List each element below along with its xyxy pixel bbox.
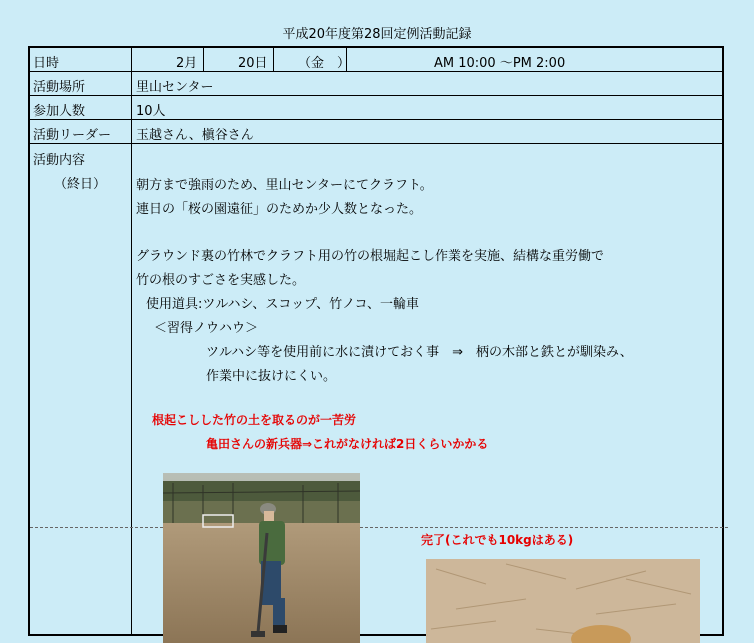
page-title: 平成20年度第28回定例活動記録 <box>282 27 472 42</box>
content-line: ＜習得ノウハウ＞ <box>154 321 259 336</box>
participants-value: 10人 <box>136 104 166 119</box>
content-line: 竹の根のすごさを実感した。 <box>136 273 306 288</box>
row-date <box>30 48 722 72</box>
content-line: 朝方まで強雨のため、里山センターにてクラフト。 <box>136 178 433 193</box>
date-time: AM 10:00 ～PM 2:00 <box>434 56 566 71</box>
date-divider-1 <box>203 48 204 71</box>
content-line: 使用道具:ツルハシ、スコップ、竹ノコ、一輪車 <box>146 297 419 312</box>
content-line: 連日の「桜の園遠征」のためか少人数となった。 <box>136 202 423 217</box>
row-place <box>30 72 722 96</box>
date-divider-2 <box>273 48 274 71</box>
place-label: 活動場所 <box>33 80 86 95</box>
activity-record-table <box>28 46 724 636</box>
caption-red: 完了(これでも10kgはある) <box>421 533 574 547</box>
date-day: 20日 <box>238 56 268 71</box>
section-divider <box>30 527 728 528</box>
date-label: 日時 <box>33 56 60 71</box>
row-leader <box>30 120 722 144</box>
participants-label: 参加人数 <box>33 104 86 119</box>
date-month: 2月 <box>176 56 198 71</box>
row-participants <box>30 96 722 120</box>
photo-straw-pile <box>426 559 700 643</box>
leader-value: 玉越さん、槇谷さん <box>136 128 254 143</box>
content-sublabel: （終日） <box>54 177 107 192</box>
caption-red: 根起こしした竹の土を取るのが一苦労 <box>152 413 357 427</box>
content-label: 活動内容 <box>33 153 86 168</box>
date-weekday: （金 ） <box>298 56 351 71</box>
caption-red: 亀田さんの新兵器⇒これがなければ2日くらいかかる <box>206 437 489 451</box>
photo-man-digging <box>163 473 360 643</box>
leader-label: 活動リーダー <box>33 128 112 143</box>
content-line: ツルハシ等を使用前に水に漬けておく事 ⇒ 柄の木部と鉄とが馴染み、 <box>206 345 633 360</box>
content-line: グラウンド裏の竹林でクラフト用の竹の根堀起こし作業を実施、結構な重労働で <box>136 249 605 264</box>
place-value: 里山センター <box>136 80 214 95</box>
content-line: 作業中に抜けにくい。 <box>206 369 337 384</box>
